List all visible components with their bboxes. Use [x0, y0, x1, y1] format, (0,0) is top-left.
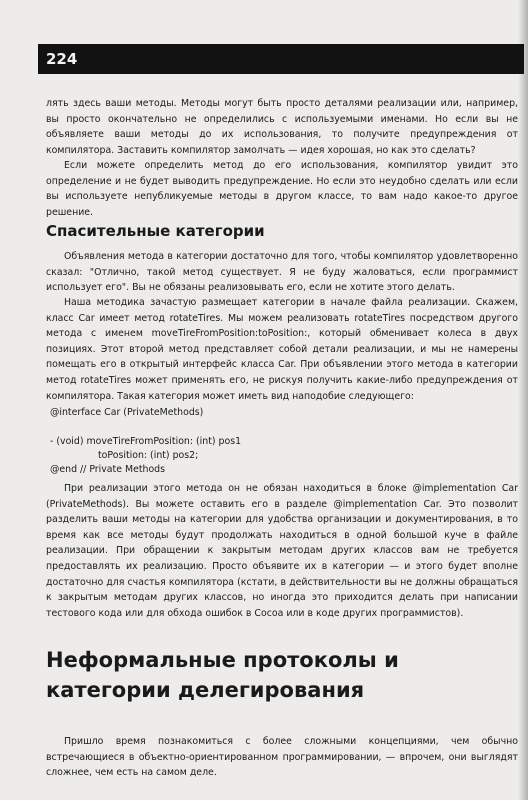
code-line-interface: @interface Car (PrivateMethods) — [50, 407, 204, 418]
section-heading-savior-categories: Спасительные категории — [46, 222, 265, 240]
paragraph-implementation-block: При реализации этого метода он не обязан находиться в блоке @implementation Car (PrivateMethods). Вы можете оставить его в разделе @implementation Car. Это позволит разделить ваши методы на категории для удобства организации и документирования, в то время как все методы будут продолжать находиться в одной большой куче в файле реализации. При обращении к закрытым методам других классов вам не требуется предоставлять их реализацию. Просто объявите их в категории — и этого будет вполне достаточно для счастья компилятора (кстати, в действительности вы не должны обращаться к закрытым методам других классов, но иногда это приходится делать при написании тестового кода или для обхода ошибок в Cocoa или в коде других программистов). — [46, 483, 518, 619]
page-number: 224 — [46, 50, 78, 68]
scan-edge-shadow — [518, 0, 528, 800]
paragraph-intro-continued: лять здесь ваши методы. Методы могут быть просто деталями реализации или, например, вы просто окончательно не определились с используемыми именами. Но если вы не объявляете ваши методы до их использования, то получите предупреждения от компилятора. Заставить компилятор замолчать — идея хорошая, но как это сделать? — [46, 98, 518, 156]
code-line-end: @end // Private Methods — [50, 464, 166, 475]
code-line-to-position: toPosition: (int) pos2; — [98, 450, 199, 461]
page-header-bar — [38, 44, 524, 74]
paragraph-category-declaration: Объявления метода в категории достаточно для того, чтобы компилятор удовлетворенно сказал: "Отлично, такой метод существует. Я не буду жаловаться, если программист использует его". Вы не обязаны реализовывать его, если не хотите этого делать. — [46, 251, 518, 294]
paragraph-complex-concepts: Пришло время познакомиться с более сложными концепциями, чем обычно встречающиеся в объектно-ориентированном программировании, — впрочем, они выглядят сложнее, чем есть на самом деле. — [46, 736, 518, 779]
code-line-method: - (void) moveTireFromPosition: (int) pos1 — [50, 436, 242, 447]
paragraph-rotate-tires: Наша методика зачастую размещает категории в начале файла реализации. Скажем, класс Car имеет метод rotateTires. Мы можем реализовать rotateTires посредством другого метода с именем moveTireFromPosition:toPosition:, который обменивает колеса в двух позициях. Этот второй метод представляет собой детали реализации, и мы не намерены помещать его в открытый интерфейс класса Car. При объявлении этого метода в категории метод rotateTires может применять его, не рискуя получить какие-либо предупреждения от компилятора. Такая категория может иметь вид наподобие следующего: — [46, 297, 518, 402]
paragraph-define-before-use: Если можете определить метод до его использования, компилятор увидит это определение и не будет выводить предупреждение. Но если это неудобно сделать или если вы используете непубликуемые методы в другом классе, то вам надо какое-то другое решение. — [46, 160, 518, 218]
section-heading-informal-protocols: Неформальные протоколы и категории делегирования — [46, 648, 399, 702]
